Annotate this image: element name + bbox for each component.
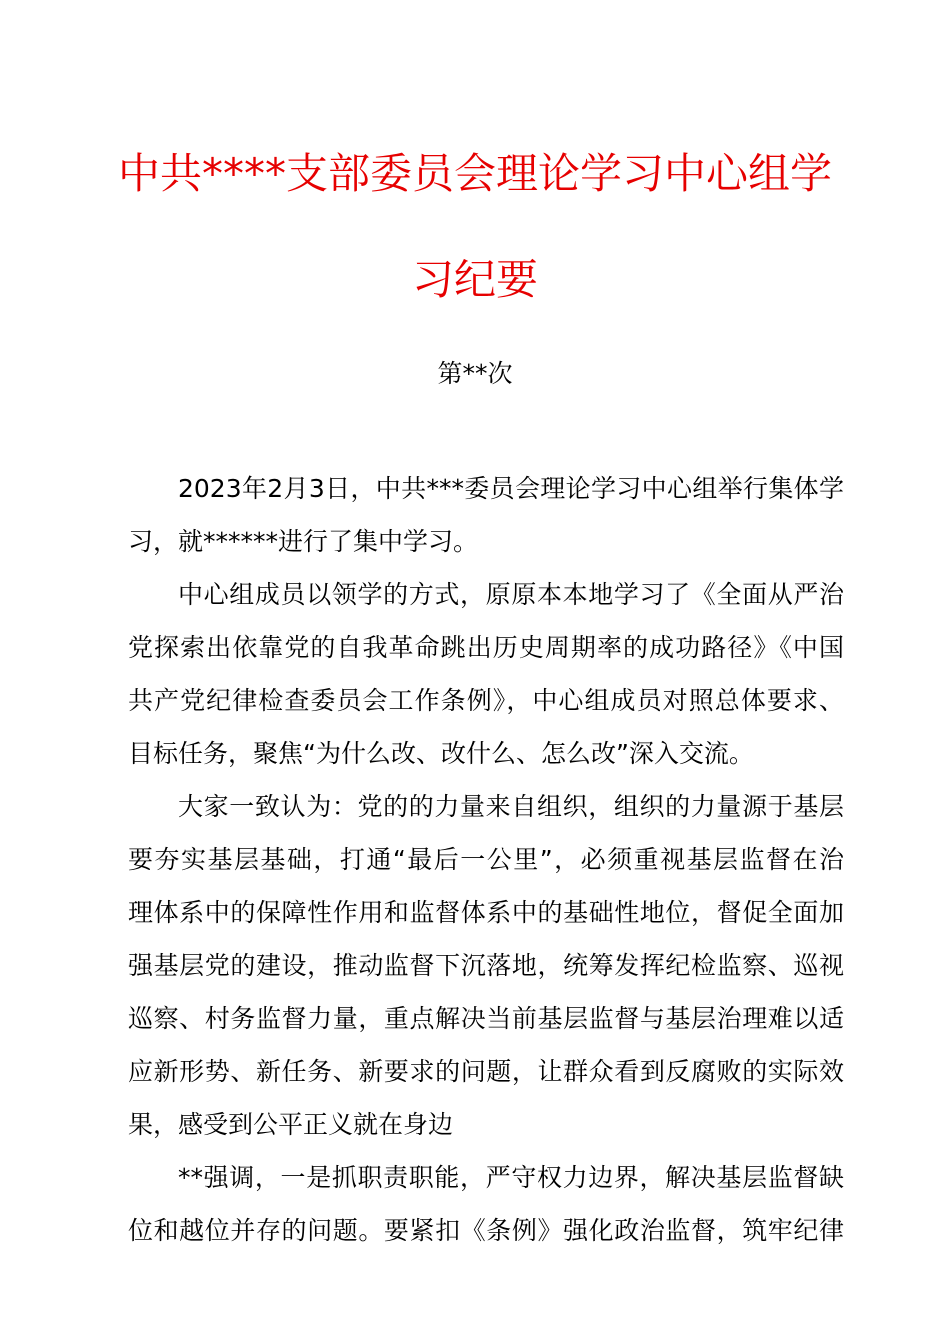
paragraph-1-line-2: 习，就******进行了集中学习。 [128,527,479,556]
document-title-line-2: 习纪要 [411,255,538,304]
document-subtitle: 第**次 [437,359,513,388]
paragraph-2-line-3: 共产党纪律检查委员会工作条例》，中心组成员对照总体要求、 [128,686,844,715]
document-body [128,462,844,1257]
paragraph-3-line-6: 应新形势、新任务、新要求的问题，让群众看到反腐败的实际效 [128,1057,844,1086]
paragraph-2-line-2: 党探索出依靠党的自我革命跳出历史周期率的成功路径》《中国 [128,633,844,662]
paragraph-2-line-4: 目标任务，聚焦“为什么改、改什么、怎么改”深入交流。 [128,739,754,768]
paragraph-3-line-1: 大家一致认为：党的的力量来自组织，组织的力量源于基层 [178,792,844,821]
paragraph-3-line-7: 果，感受到公平正义就在身边 [128,1110,454,1139]
paragraph-3-line-5: 巡察、村务监督力量，重点解决当前基层监督与基层治理难以适 [128,1004,844,1033]
paragraph-4-line-2: 位和越位并存的问题。要紧扣《条例》强化政治监督，筑牢纪律 [128,1216,844,1245]
paragraph-3-line-3: 理体系中的保障性作用和监督体系中的基础性地位，督促全面加 [128,898,844,927]
paragraph-3-line-2: 要夯实基层基础，打通“最后一公里”，必须重视基层监督在治 [128,845,844,874]
paragraph-3-line-4: 强基层党的建设，推动监督下沉落地，统筹发挥纪检监察、巡视 [128,951,844,980]
document-title-line-1: 中共****支部委员会理论学习中心组学 [117,149,832,198]
paragraph-1-line-1: 2023年2月3日，中共***委员会理论学习中心组举行集体学 [178,474,844,503]
paragraph-4-line-1: **强调，一是抓职责职能，严守权力边界，解决基层监督缺 [178,1163,844,1192]
paragraph-2-line-1: 中心组成员以领学的方式，原原本本地学习了《全面从严治 [178,580,844,609]
